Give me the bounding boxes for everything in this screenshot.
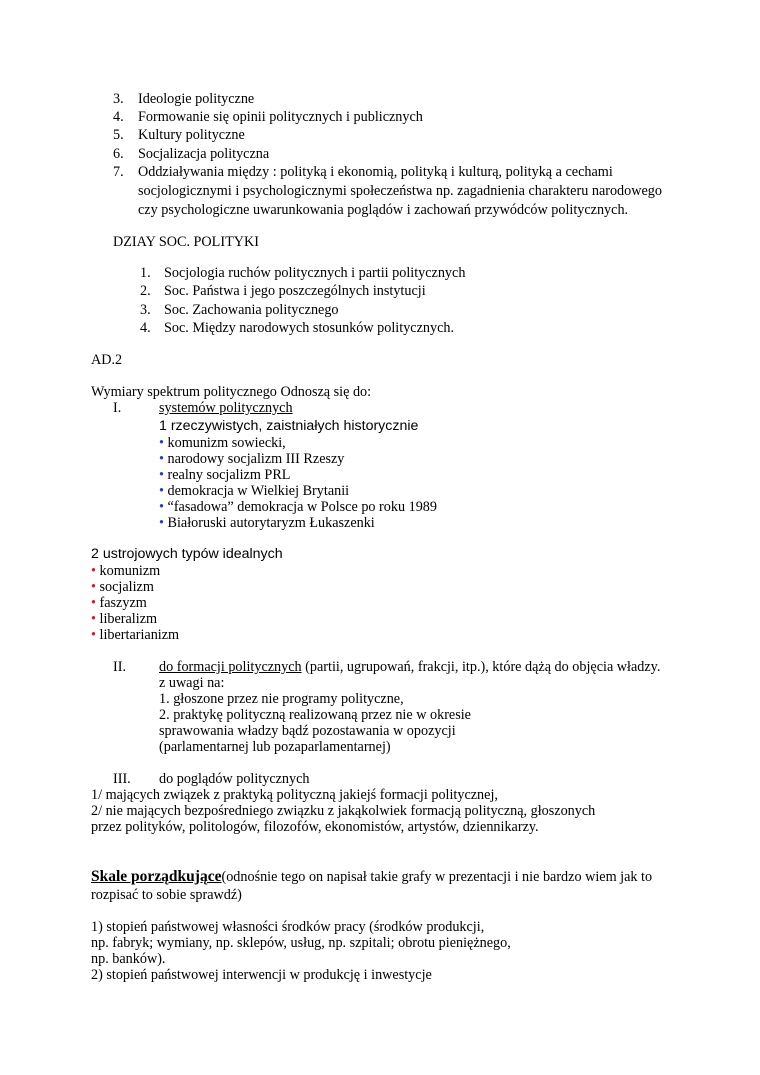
list-item-line: Oddziaływania między : polityką i ekonomią, polityką i kulturą, polityką a cechami bbox=[138, 164, 613, 180]
section-heading-dzialy: DZIAY SOC. POLITYKI bbox=[113, 234, 259, 250]
text-line: sprawowania władzy bądź pozostawania w opozycji bbox=[159, 723, 456, 739]
list-item: • socjalizm bbox=[91, 579, 154, 595]
subheading: 1 rzeczywistych, zaistniałych historycznie bbox=[159, 418, 419, 434]
list-item: • realny socjalizm PRL bbox=[159, 467, 291, 483]
list-item: Kultury polityczne bbox=[138, 127, 245, 143]
list-item-number: 3. bbox=[113, 91, 124, 107]
list-item-number: 7. bbox=[113, 164, 124, 180]
text-line: przez polityków, politologów, filozofów, ekonomistów, artystów, dziennikarzy. bbox=[91, 819, 539, 835]
list-item-number: 6. bbox=[113, 146, 124, 162]
text-line: (parlamentarnej lub pozaparlamentarnej) bbox=[159, 739, 391, 755]
subheading: 2 ustrojowych typów idealnych bbox=[91, 546, 283, 562]
text-line: np. banków). bbox=[91, 951, 166, 967]
text-line: 1. głoszone przez nie programy polityczne, bbox=[159, 691, 404, 707]
bullet: • bbox=[159, 435, 164, 451]
list-item: Socjologia ruchów politycznych i partii politycznych bbox=[164, 265, 466, 281]
bullet: • bbox=[159, 483, 164, 499]
list-item: Soc. Między narodowych stosunków politycznych. bbox=[164, 320, 455, 336]
list-item: • liberalizm bbox=[91, 611, 158, 627]
list-item: Socjalizacja polityczna bbox=[138, 146, 270, 162]
list-item-number: 3. bbox=[140, 302, 151, 318]
list-item: • faszyzm bbox=[91, 595, 147, 611]
list-item: Soc. Zachowania politycznego bbox=[164, 302, 339, 318]
list-item-number: 5. bbox=[113, 127, 124, 143]
bullet: • bbox=[91, 595, 96, 611]
wymiary-intro: Wymiary spektrum politycznego Odnoszą się do: bbox=[91, 384, 372, 400]
list-item: • komunizm sowiecki, bbox=[159, 435, 286, 451]
section-title-line: do formacji politycznych (partii, ugrupowań, frakcji, itp.), które dążą do objęcia władzy. bbox=[159, 659, 661, 675]
skale-heading: Skale porządkujące bbox=[91, 868, 222, 885]
roman-numeral: I. bbox=[113, 400, 122, 416]
list-item-line: socjologicznymi i psychologicznymi społeczeństwa np. zagadnienia charakteru narodowego bbox=[138, 183, 662, 199]
text-line: np. fabryk; wymiany, np. sklepów, usług, np. szpitali; obrotu pieniężnego, bbox=[91, 935, 511, 951]
bullet: • bbox=[91, 611, 96, 627]
roman-numeral: III. bbox=[113, 771, 131, 787]
list-item-number: 1. bbox=[140, 265, 151, 281]
list-item: • libertarianizm bbox=[91, 627, 180, 643]
list-item: Ideologie polityczne bbox=[138, 91, 255, 107]
list-item: Formowanie się opinii politycznych i publicznych bbox=[138, 109, 423, 125]
text-line: z uwagi na: bbox=[159, 675, 225, 691]
text-line: 2) stopień państwowej interwencji w produkcję i inwestycje bbox=[91, 967, 432, 983]
bullet: • bbox=[91, 563, 96, 579]
text-line: rozpisać to sobie sprawdź) bbox=[91, 887, 242, 903]
bullet: • bbox=[159, 467, 164, 483]
section-title: systemów politycznych bbox=[159, 400, 293, 416]
list-item-number: 4. bbox=[113, 109, 124, 125]
skale-heading-line: Skale porządkujące(odnośnie tego on napisał takie grafy w prezentacji i nie bardzo wiem jak to bbox=[91, 868, 653, 885]
roman-numeral: II. bbox=[113, 659, 126, 675]
list-item: Soc. Państwa i jego poszczególnych instytucji bbox=[164, 283, 426, 299]
text-line: 1) stopień państwowej własności środków pracy (środków produkcji, bbox=[91, 919, 485, 935]
bullet: • bbox=[159, 451, 164, 467]
list-item-number: 4. bbox=[140, 320, 151, 336]
bullet: • bbox=[91, 579, 96, 595]
list-item: • Białoruski autorytaryzm Łukaszenki bbox=[159, 515, 375, 531]
list-item: • komunizm bbox=[91, 563, 161, 579]
list-item: • demokracja w Wielkiej Brytanii bbox=[159, 483, 350, 499]
list-item-line: czy psychologiczne uwarunkowania poglądów i zachowań przywódców politycznych. bbox=[138, 202, 629, 218]
bullet: • bbox=[159, 499, 164, 515]
text-line: 2. praktykę polityczną realizowaną przez nie w okresie bbox=[159, 707, 471, 723]
bullet: • bbox=[91, 627, 96, 643]
bullet: • bbox=[159, 515, 164, 531]
text-line: 1/ mających związek z praktyką polityczną jakiejś formacji politycznej, bbox=[91, 787, 498, 803]
list-item: • narodowy socjalizm III Rzeszy bbox=[159, 451, 345, 467]
text-line: 2/ nie mających bezpośredniego związku z jakąkolwiek formacją polityczną, głoszonych bbox=[91, 803, 596, 819]
ad2-label: AD.2 bbox=[91, 352, 123, 368]
section-title: do poglądów politycznych bbox=[159, 771, 310, 787]
list-item: • “fasadowa” demokracja w Polsce po roku 1989 bbox=[159, 499, 437, 515]
list-item-number: 2. bbox=[140, 283, 151, 299]
